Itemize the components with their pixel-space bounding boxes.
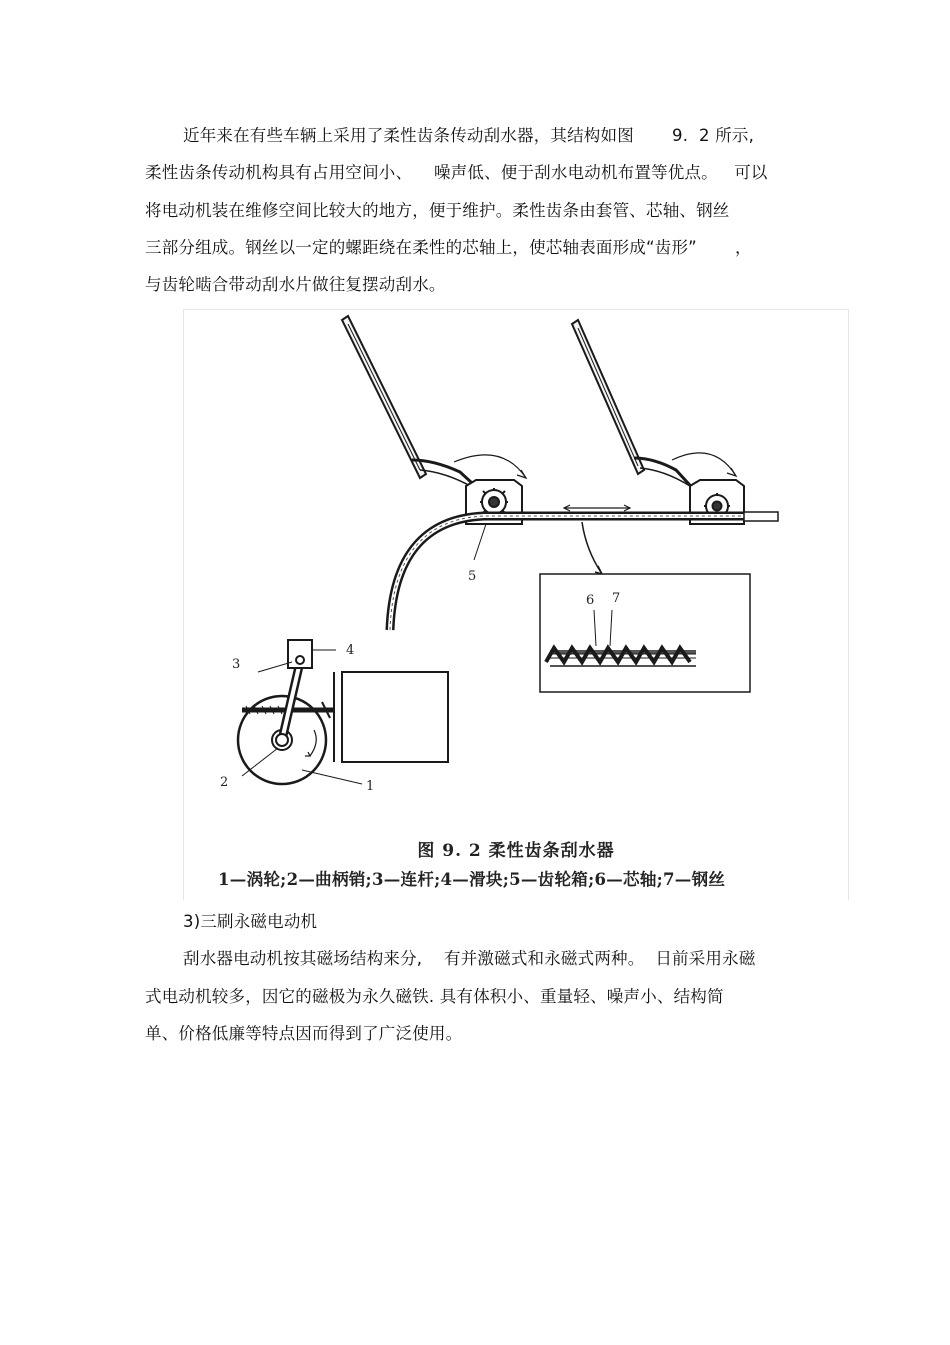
right-wiper-blade — [572, 320, 736, 494]
label-4: 4 — [346, 643, 355, 658]
text-line: 柔性齿条传动机构具有占用空间小、 噪声低、便于刮水电动机布置等优点。 可以 — [145, 163, 768, 182]
text-line: 三部分组成。钢丝以一定的螺距绕在柔性的芯轴上，使芯轴表面形成“齿形” ， — [145, 238, 752, 257]
left-wiper-blade — [342, 316, 526, 494]
text-line: 单、价格低廉等特点因而得到了广泛使用。 — [145, 1024, 463, 1043]
label-2: 2 — [220, 775, 229, 790]
figure-legend: 1—涡轮;2—曲柄销;3—连杆;4—滑块;5—齿轮箱;6—芯轴;7—钢丝 — [218, 870, 726, 889]
label-5: 5 — [468, 569, 477, 584]
detail-box-rack — [540, 574, 750, 692]
text-line: 与齿轮啮合带动刮水片做往复摆动刮水。 — [145, 275, 446, 294]
wiper-mechanism-diagram — [184, 310, 848, 900]
label-7: 7 — [612, 591, 621, 606]
motor — [334, 672, 448, 762]
text-line: 刮水器电动机按其磁场结构来分, 有并激磁式和永磁式两种。 日前采用永磁 — [183, 949, 756, 968]
figure-wiper-diagram — [183, 309, 849, 900]
text-line: 近年来在有些车辆上采用了柔性齿条传动刮水器，其结构如图 9. 2 所示, — [183, 126, 755, 145]
label-3: 3 — [232, 657, 241, 672]
label-6: 6 — [586, 593, 595, 608]
label-1: 1 — [366, 779, 375, 794]
figure-title: 图 9. 2 柔性齿条刮水器 — [417, 841, 615, 861]
section-heading: 3)三刷永磁电动机 — [183, 912, 318, 931]
text-line: 式电动机较多，因它的磁极为永久磁铁. 具有体积小、重量轻、噪声小、结构简 — [145, 987, 724, 1006]
text-line: 将电动机装在维修空间比较大的地方，便于维护。柔性齿条由套管、芯轴、钢丝 — [145, 201, 730, 220]
